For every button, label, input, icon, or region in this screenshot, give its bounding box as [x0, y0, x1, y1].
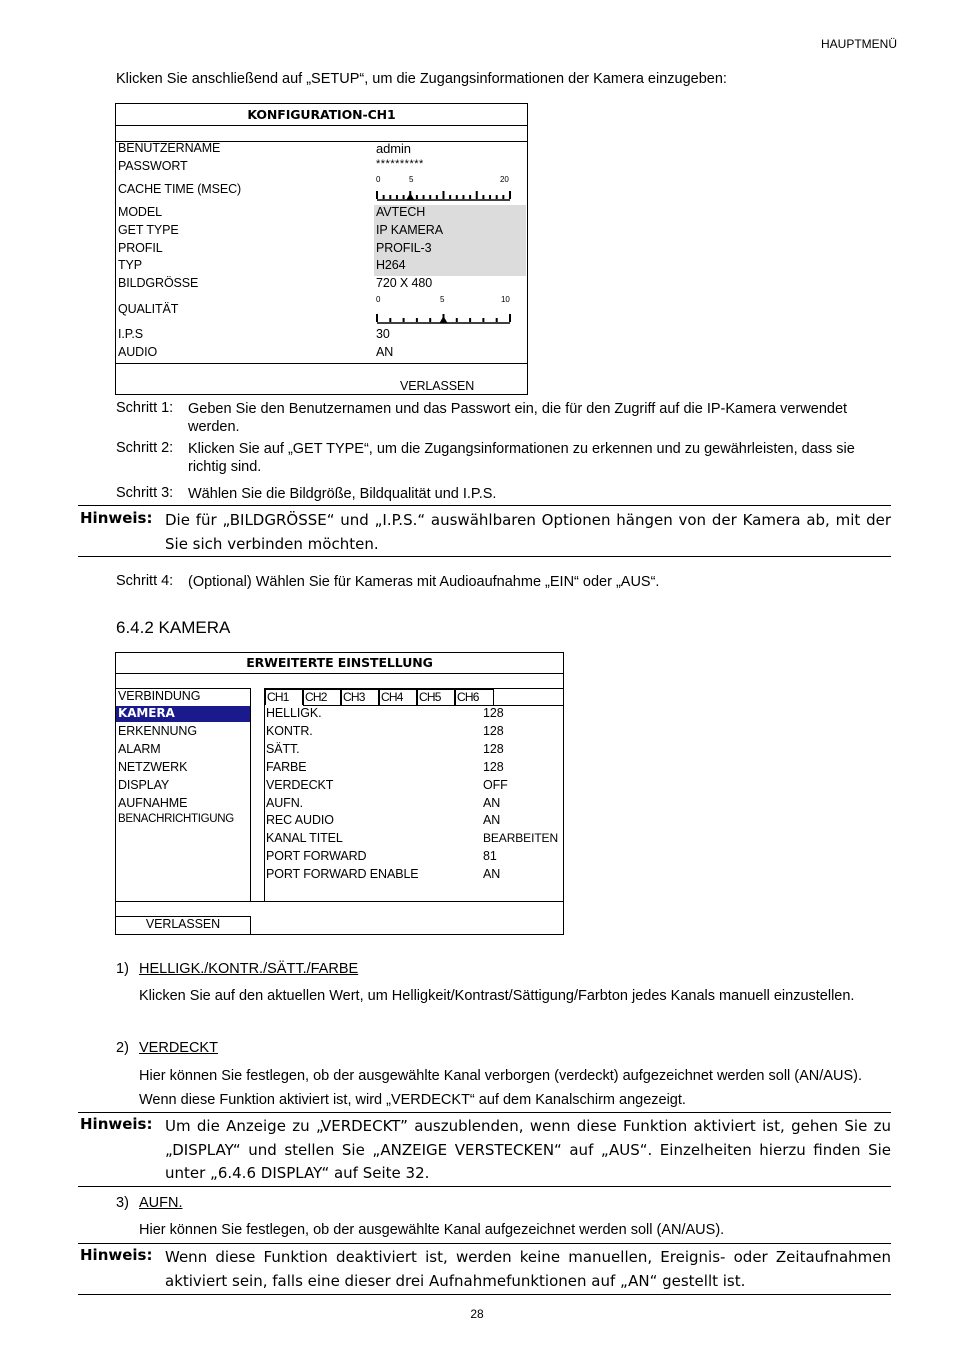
- step-number: Schritt 2:: [116, 440, 174, 456]
- model-value: AVTECH: [376, 205, 426, 219]
- divider: [116, 125, 527, 126]
- row-label-ips: I.P.S: [118, 327, 143, 341]
- setting-value[interactable]: BEARBEITEN: [483, 831, 559, 845]
- slider-mid-label: 5: [440, 295, 445, 304]
- step-text: Geben Sie den Benutzernamen und das Passwort ein, die für den Zugriff auf die IP-Kamera verwendet werden.: [188, 401, 848, 435]
- item-text: Hier können Sie festlegen, ob der ausgewählte Kanal verborgen (verdeckt) aufgezeichnet werden soll (AN/AUS). Wenn diese Funktion aktiviert ist, wird „VERDECKT“ auf dem Kanalschirm angezeigt.: [139, 1068, 862, 1108]
- note-text: Die für „BILDGRÖSSE“ und „I.P.S.“ auswählbaren Optionen hängen von der Kamera ab, mit der Sie sich verbinden möchten.: [165, 511, 891, 553]
- menu-item-verbindung[interactable]: VERBINDUNG: [118, 689, 201, 703]
- note-label: Hinweis:: [80, 509, 153, 527]
- advanced-exit-label: VERLASSEN: [145, 917, 221, 931]
- setting-value[interactable]: 128: [483, 706, 504, 720]
- note-label: Hinweis:: [80, 1246, 153, 1264]
- item-number: 2): [116, 1040, 129, 1056]
- setting-label: KONTR.: [266, 724, 313, 738]
- menu-item-aufnahme[interactable]: AUFNAHME: [118, 796, 188, 810]
- slider-max-label: 10: [501, 295, 510, 304]
- slider-thumb[interactable]: [406, 193, 414, 200]
- divider: [116, 901, 563, 902]
- config-dialog-title: KONFIGURATION-CH1: [247, 107, 396, 122]
- item-title: HELLIGK./KONTR./SÄTT./FARBE: [139, 961, 359, 977]
- tab-ch1[interactable]: CH1: [265, 689, 303, 705]
- running-header: HAUPTMENÜ: [820, 37, 897, 51]
- item-number: 1): [116, 961, 129, 977]
- password-value[interactable]: **********: [376, 158, 424, 170]
- advanced-exit-button[interactable]: [116, 916, 251, 934]
- row-label-cache-time: CACHE TIME (MSEC): [118, 182, 242, 196]
- menu-item-display[interactable]: DISPLAY: [118, 778, 170, 792]
- row-label-model: MODEL: [118, 205, 162, 219]
- step-text: Klicken Sie auf „GET TYPE“, um die Zugangsinformationen zu erkennen und zu gewährleisten, dass sie richtig sind.: [188, 441, 855, 475]
- setting-label: SÄTT.: [266, 742, 300, 756]
- setting-label: HELLIGK.: [266, 706, 322, 720]
- tab-ch6[interactable]: CH6: [455, 689, 494, 705]
- row-label-qualitaet: QUALITÄT: [118, 302, 179, 316]
- tab-ch4[interactable]: CH4: [379, 689, 417, 705]
- setting-value[interactable]: AN: [483, 867, 501, 881]
- ips-value[interactable]: 30: [376, 327, 390, 341]
- note-rule: [78, 1294, 891, 1295]
- setting-value[interactable]: OFF: [483, 778, 508, 792]
- page-number: 28: [470, 1307, 484, 1321]
- row-label-passwort: PASSWORT: [118, 159, 188, 173]
- channel-tabs: [265, 689, 495, 706]
- step-text: (Optional) Wählen Sie für Kameras mit Audioaufnahme „EIN“ oder „AUS“.: [188, 574, 660, 590]
- setting-value[interactable]: AN: [483, 796, 501, 810]
- menu-item-erkennung[interactable]: ERKENNUNG: [118, 724, 197, 738]
- bildgroesse-value[interactable]: 720 X 480: [376, 276, 433, 290]
- slider-track: [374, 304, 514, 326]
- menu-item-kamera[interactable]: KAMERA: [118, 706, 175, 720]
- setting-label: VERDECKT: [266, 778, 334, 792]
- setting-label: KANAL TITEL: [266, 831, 343, 845]
- username-value[interactable]: admin: [376, 141, 411, 156]
- setting-label: REC AUDIO: [266, 813, 334, 827]
- step-number: Schritt 3:: [116, 485, 174, 501]
- step-number: Schritt 1:: [116, 400, 174, 416]
- profil-value[interactable]: PROFIL-3: [376, 241, 432, 255]
- quality-slider[interactable]: [374, 295, 514, 325]
- row-label-bildgroesse: BILDGRÖSSE: [118, 276, 199, 290]
- note-rule: [78, 505, 891, 506]
- section-heading: 6.4.2 KAMERA: [116, 618, 231, 637]
- slider-track: [374, 184, 514, 206]
- config-dialog: [115, 103, 528, 395]
- slider-thumb[interactable]: [440, 316, 448, 323]
- note-rule: [78, 1112, 891, 1113]
- setting-label: FARBE: [266, 760, 307, 774]
- advanced-dialog-title: ERWEITERTE EINSTELLUNG: [246, 655, 433, 670]
- slider-ticks: [377, 191, 510, 199]
- row-label-profil: PROFIL: [118, 241, 163, 255]
- config-exit-button[interactable]: VERLASSEN: [400, 379, 475, 393]
- intro-text: Klicken Sie anschließend auf „SETUP“, um die Zugangsinformationen der Kamera einzugeben:: [116, 71, 727, 87]
- item-title: AUFN.: [139, 1195, 183, 1211]
- row-label-benutzername: BENUTZERNAME: [118, 141, 221, 155]
- divider: [116, 673, 563, 674]
- note-rule: [78, 1243, 891, 1244]
- item-text: Hier können Sie festlegen, ob der ausgewählte Kanal aufgezeichnet werden soll (AN/AUS).: [139, 1222, 725, 1238]
- cache-time-slider[interactable]: [374, 175, 514, 205]
- audio-value[interactable]: AN: [376, 345, 394, 359]
- typ-value: H264: [376, 258, 406, 272]
- step-number: Schritt 4:: [116, 573, 174, 589]
- note-text: Wenn diese Funktion deaktiviert ist, werden keine manuellen, Ereignis- oder Zeitaufnahmen aktiviert sein, falls eine dieser drei Aufnahmefunktionen auf „AN“ gestellt ist.: [165, 1248, 891, 1290]
- settings-menu: [116, 688, 251, 902]
- slider-mid-label: 5: [409, 175, 414, 184]
- advanced-settings-dialog: [115, 652, 564, 935]
- setting-value[interactable]: 128: [483, 760, 504, 774]
- row-label-audio: AUDIO: [118, 345, 158, 359]
- item-text: Klicken Sie auf den aktuellen Wert, um Helligkeit/Kontrast/Sättigung/Farbton jedes Kanals manuell einzustellen.: [139, 988, 855, 1004]
- camera-settings-panel: [264, 688, 564, 902]
- setting-label: PORT FORWARD: [266, 849, 367, 863]
- slider-max-label: 20: [500, 175, 509, 184]
- tab-ch5[interactable]: CH5: [417, 689, 455, 705]
- slider-min-label: 0: [376, 175, 381, 184]
- row-label-get-type[interactable]: GET TYPE: [118, 223, 179, 237]
- item-title: VERDECKT: [139, 1040, 218, 1056]
- setting-value[interactable]: 128: [483, 724, 504, 738]
- slider-min-label: 0: [376, 295, 381, 304]
- row-label-typ: TYP: [118, 258, 143, 272]
- tab-ch2[interactable]: CH2: [303, 689, 341, 705]
- setting-label: AUFN.: [266, 796, 304, 810]
- item-number: 3): [116, 1195, 129, 1211]
- tab-ch3[interactable]: CH3: [341, 689, 379, 705]
- divider: [303, 705, 564, 706]
- setting-value[interactable]: 128: [483, 742, 504, 756]
- divider: [116, 363, 527, 364]
- note-rule: [78, 1186, 891, 1187]
- menu-item-benachrichtigung[interactable]: BENACHRICHTIGUNG: [118, 813, 234, 825]
- menu-item-alarm[interactable]: ALARM: [118, 742, 161, 756]
- note-rule: [78, 556, 891, 557]
- setting-label: PORT FORWARD ENABLE: [266, 867, 419, 881]
- setting-value[interactable]: 81: [483, 849, 497, 863]
- menu-item-kamera-highlight[interactable]: [116, 706, 250, 722]
- note-label: Hinweis:: [80, 1115, 153, 1133]
- step-text: Wählen Sie die Bildgröße, Bildqualität und I.P.S.: [188, 486, 497, 502]
- get-type-value: IP KAMERA: [376, 223, 443, 237]
- setting-value[interactable]: AN: [483, 813, 501, 827]
- note-text: Um die Anzeige zu „VERDECKT” auszublenden, wenn diese Funktion aktiviert ist, gehen Sie zu „DISPLAY“ und stellen Sie „ANZEIGE VERSTECKEN“ auf „AUS“. Einzelheiten hierzu finden Sie unter „6.4.6 DISPLAY“ auf Seite 32.: [165, 1117, 891, 1182]
- menu-item-netzwerk[interactable]: NETZWERK: [118, 760, 188, 774]
